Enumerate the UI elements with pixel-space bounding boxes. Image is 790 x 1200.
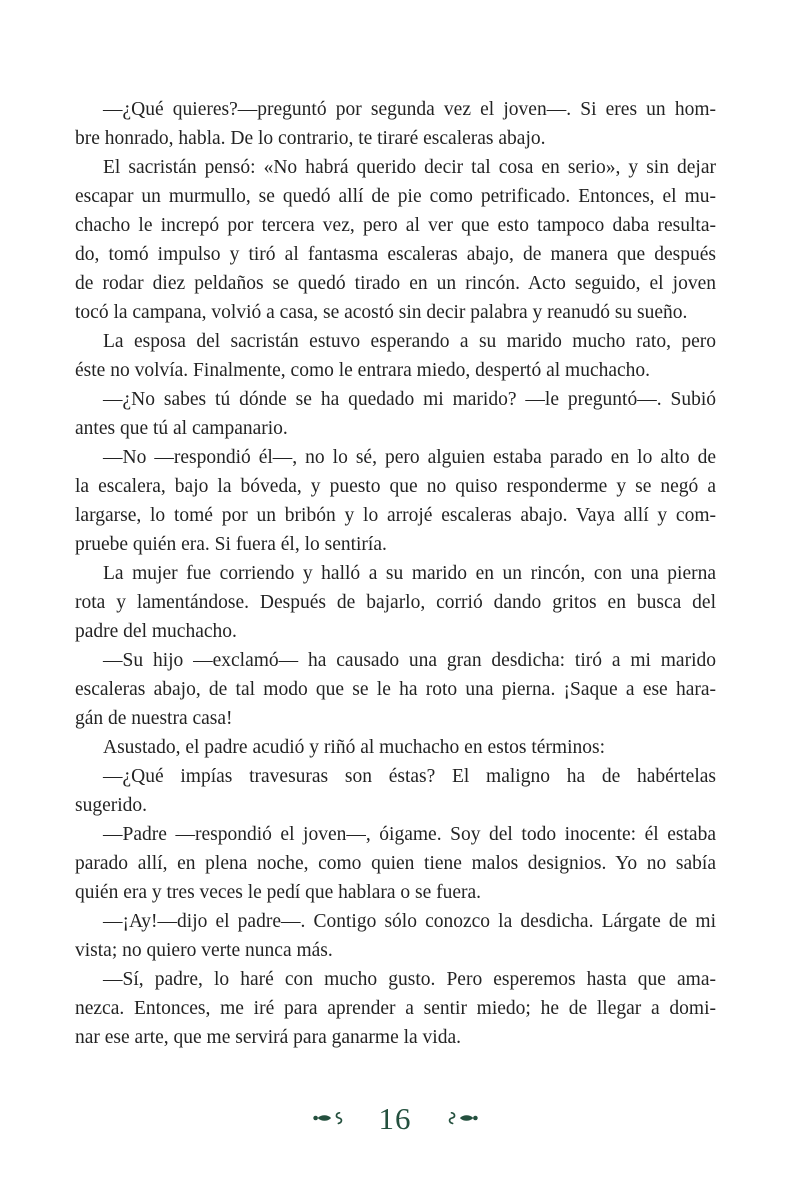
text-line [75,385,716,414]
paragraph [75,965,716,1052]
text-line-content: —Sí, padre, lo haré con mucho gusto. Pero esperemos hasta que ama- [103,969,716,990]
text-line-content: antes que tú al campanario. [75,418,288,439]
text-line-content: —¡Ay!—dijo el padre—. Contigo sólo conozco la desdicha. Lárgate de mi [103,911,716,932]
text-line [75,211,716,240]
text-line [75,849,716,878]
paragraph [75,559,716,646]
paragraph [75,820,716,907]
text-line-content: La esposa del sacristán estuvo esperando a su marido mucho rato, pero [103,331,716,352]
paragraph [75,327,716,385]
paragraph [75,443,716,559]
text-line [75,704,716,733]
page-number: 16 [378,1100,412,1136]
text-line-content: nezca. Entonces, me iré para aprender a sentir miedo; he de llegar a domi- [75,998,716,1019]
text-line-content: vista; no quiero verte nunca más. [75,940,333,961]
leaf-flourish-left-icon [313,1111,345,1125]
paragraph [75,646,716,733]
text-line-content: tocó la campana, volvió a casa, se acostó sin decir palabra y reanudó su sueño. [75,302,688,323]
text-line [75,791,716,820]
text-line-content: chacho le increpó por tercera vez, pero al ver que esto tampoco daba resulta- [75,215,716,236]
text-line-content: éste no volvía. Finalmente, como le entrara miedo, despertó al muchacho. [75,360,651,381]
text-line [75,994,716,1023]
text-line [75,356,716,385]
text-line-content: nar ese arte, que me servirá para ganarme la vida. [75,1027,462,1048]
text-line [75,153,716,182]
text-line [75,501,716,530]
paragraph [75,153,716,327]
paragraph [75,733,716,762]
text-line [75,443,716,472]
text-line-content: quién era y tres veces le pedí que hablara o se fuera. [75,882,482,903]
text-line [75,472,716,501]
text-line [75,530,716,559]
text-line-content: gán de nuestra casa! [75,708,233,729]
paragraph [75,907,716,965]
text-line-content: largarse, lo tomé por un bribón y lo arrojé escaleras abajo. Vaya allí y com- [75,505,716,526]
text-line-content: rota y lamentándose. Después de bajarlo, corrió dando gritos en busca del [75,592,716,613]
text-line [75,240,716,269]
paragraph [75,385,716,443]
text-line-content: bre honrado, habla. De lo contrario, te tiraré escaleras abajo. [75,128,546,149]
text-line-content: —¿No sabes tú dónde se ha quedado mi marido? —le preguntó—. Subió [103,389,716,410]
text-line-content: padre del muchacho. [75,621,237,642]
text-line [75,617,716,646]
text-line-content: de rodar diez peldaños se quedó tirado en un rincón. Acto seguido, el joven [75,273,716,294]
text-line [75,878,716,907]
text-line-content: —No —respondió él—, no lo sé, pero alguien estaba parado en lo alto de [103,447,716,468]
text-line-content: escapar un murmullo, se quedó allí de pie como petrificado. Entonces, el mu- [75,186,716,207]
text-line-content: sugerido. [75,795,148,816]
text-line-content: —Su hijo —exclamó— ha causado una gran desdicha: tiró a mi marido [103,650,716,671]
text-line-content: parado allí, en plena noche, como quien tiene malos designios. Yo no sabía [75,853,716,874]
text-line [75,95,716,124]
text-line [75,936,716,965]
text-line-content: do, tomó impulso y tiró al fantasma escaleras abajo, de manera que después [75,244,716,265]
text-line-content: —¿Qué quieres?—preguntó por segunda vez el joven—. Si eres un hom- [103,99,716,120]
text-line-content: Asustado, el padre acudió y riñó al muchacho en estos términos: [103,737,605,758]
text-line-content: —Padre —respondió el joven—, óigame. Soy del todo inocente: él estaba [103,824,716,845]
text-line [75,820,716,849]
text-line [75,733,716,762]
text-line [75,298,716,327]
text-line [75,588,716,617]
text-line-content: La mujer fue corriendo y halló a su marido en un rincón, con una pierna [103,563,716,584]
text-line [75,124,716,153]
page-footer [0,1098,790,1138]
text-line [75,646,716,675]
paragraph [75,95,716,153]
text-line [75,907,716,936]
text-line [75,559,716,588]
paragraph [75,762,716,820]
text-line [75,675,716,704]
text-line [75,965,716,994]
text-line [75,327,716,356]
text-line-content: escaleras abajo, de tal modo que se le ha roto una pierna. ¡Saque a ese hara- [75,679,716,700]
text-line [75,182,716,211]
text-line [75,762,716,791]
text-line-content: pruebe quién era. Si fuera él, lo sentiría. [75,534,387,555]
text-line-content: —¿Qué impías travesuras son éstas? El maligno ha de habértelas [103,766,716,787]
text-line [75,1023,716,1052]
text-line-content: El sacristán pensó: «No habrá querido decir tal cosa en serio», y sin dejar [103,157,716,178]
text-block [75,95,716,1052]
leaf-flourish-right-icon [446,1111,478,1125]
text-line [75,269,716,298]
text-line [75,414,716,443]
text-line-content: la escalera, bajo la bóveda, y puesto que no quiso responderme y se negó a [75,476,716,497]
